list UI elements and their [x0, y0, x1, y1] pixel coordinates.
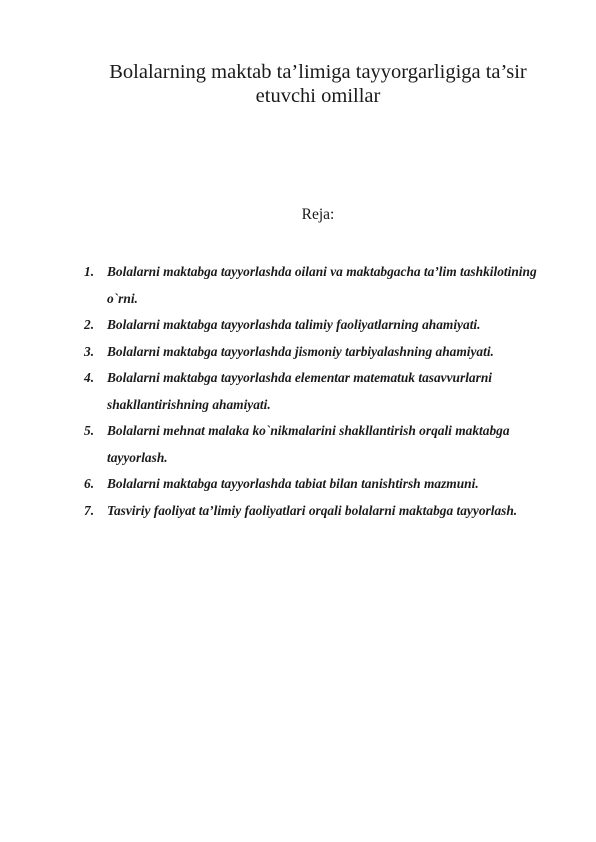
plan-item-text: Tasviriy faoliyat ta’limiy faoliyatlari orqali bolalarni maktabga tayyorlash.: [107, 502, 518, 518]
plan-item: [84, 312, 560, 339]
plan-item-text: Bolalarni mehnat malaka ko`nikmalarini shakllantirish orqali maktabga tayyorlash.: [107, 423, 510, 465]
plan-item-text: Bolalarni maktabga tayyorlashda talimiy faoliyatlarning ahamiyati.: [107, 317, 481, 332]
plan-item: [84, 418, 560, 471]
plan-heading: Reja:: [301, 206, 335, 223]
plan-item: [84, 471, 560, 498]
plan-item: [84, 259, 560, 312]
plan-item-number: 3.: [84, 343, 95, 359]
plan-item-text: Bolalarni maktabga tayyorlashda oilani va maktabgacha ta’lim tashkilotining o`rni.: [107, 264, 537, 306]
plan-item-text: Bolalarni maktabga tayyorlashda jismoniy tarbiyalashning ahamiyati.: [107, 343, 494, 359]
plan-item: [84, 339, 560, 366]
plan-item-text: Bolalarni maktabga tayyorlashda elementar matematuk tasavvurlarni shakllantirishning ahamiyati.: [107, 370, 493, 412]
plan-item-number: 6.: [84, 476, 95, 491]
plan-item: [84, 498, 560, 525]
plan-item-number: 5.: [84, 423, 95, 438]
plan-item-text: Bolalarni maktabga tayyorlashda tabiat bilan tanishtirsh mazmuni.: [107, 476, 479, 491]
plan-item-number: 4.: [84, 370, 95, 385]
plan-item-number: 2.: [84, 317, 95, 332]
document-title: Bolalarning maktab ta’limiga tayyorgarligiga ta’sir etuvchi omillar: [109, 61, 527, 107]
plan-list: [84, 259, 560, 524]
plan-item-number: 7.: [84, 502, 95, 518]
plan-item: [84, 365, 560, 418]
plan-item-number: 1.: [84, 264, 95, 279]
